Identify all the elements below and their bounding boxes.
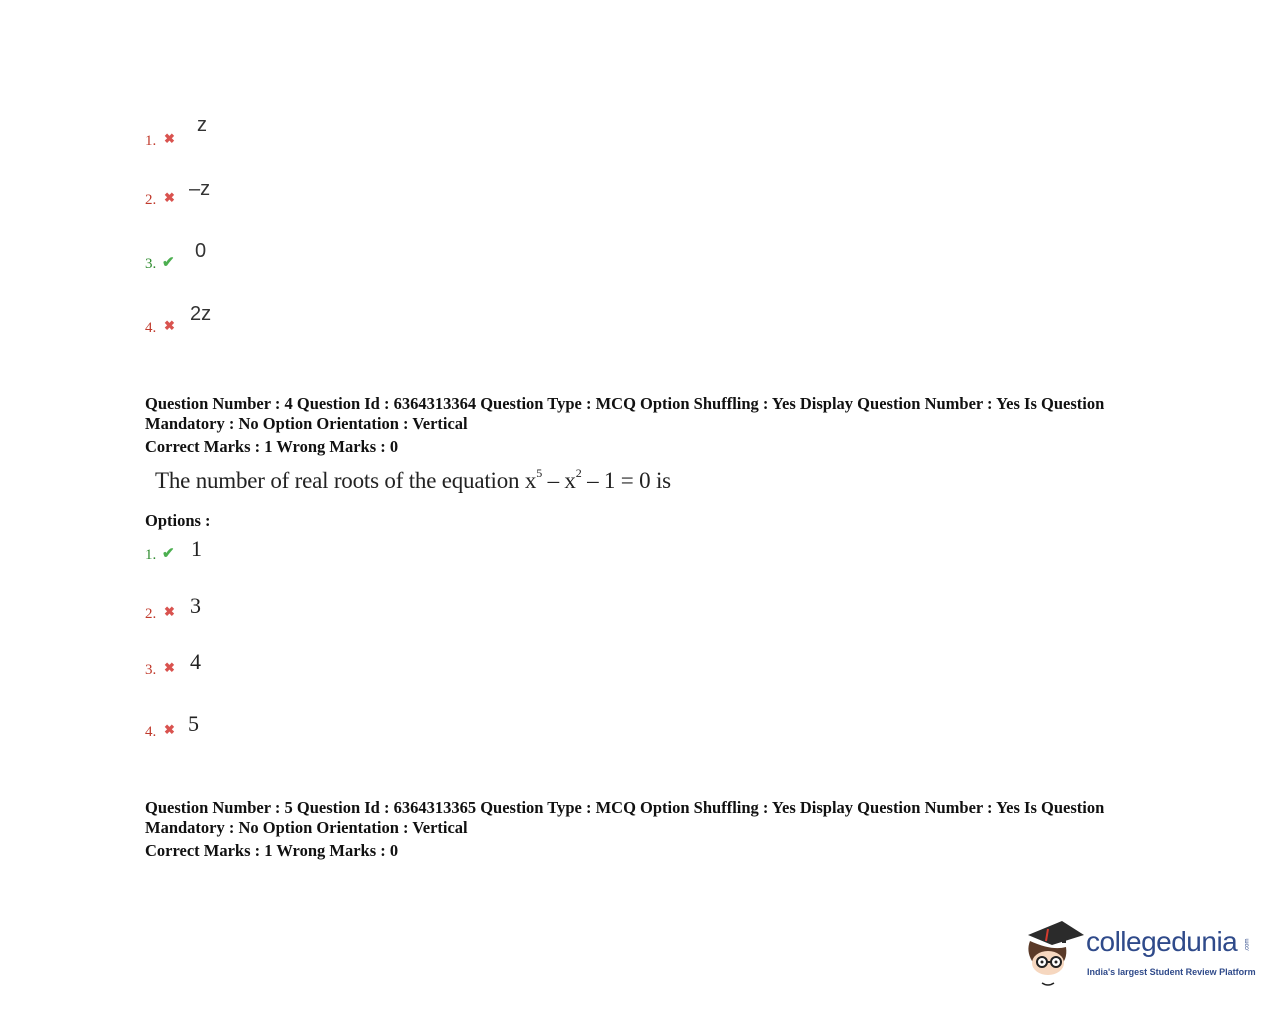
option-value: 4 (190, 649, 201, 674)
stem-text: The number of real roots of the equation x (155, 468, 537, 493)
check-icon: ✔ (162, 546, 175, 562)
option-number: 4. (145, 724, 157, 740)
option-number: 4. (145, 320, 157, 336)
exponent: 5 (536, 466, 543, 480)
option-value: 3 (190, 593, 201, 618)
option-number: 2. (145, 606, 157, 622)
exponent: 2 (575, 466, 582, 480)
brand-name: collegedunia (1086, 926, 1238, 957)
marks-line: Correct Marks : 1 Wrong Marks : 0 (145, 841, 399, 860)
options-label: Options : (145, 511, 211, 530)
cross-icon: ✖ (164, 131, 175, 146)
option-number: 2. (145, 192, 157, 208)
meta-line: Mandatory : No Option Orientation : Vertical (145, 818, 468, 837)
option-number: 1. (145, 547, 157, 563)
option-number: 1. (145, 133, 157, 149)
option-value: 0 (195, 240, 207, 262)
cross-icon: ✖ (164, 722, 175, 737)
brand-tagline: India's largest Student Review Platform (1087, 967, 1256, 977)
stem-text: – 1 = 0 is (581, 468, 671, 493)
option-value: –z (189, 178, 211, 200)
option-number: 3. (145, 662, 157, 678)
mascot-icon (1022, 917, 1086, 989)
option-number: 3. (145, 256, 157, 272)
brand-domain: .com (1244, 938, 1251, 952)
marks-line: Correct Marks : 1 Wrong Marks : 0 (145, 437, 399, 456)
stem-text: – x (542, 468, 576, 493)
option-value: 1 (191, 536, 202, 561)
meta-line: Mandatory : No Option Orientation : Vertical (145, 414, 468, 433)
cross-icon: ✖ (164, 604, 175, 619)
question-stem (155, 466, 671, 494)
cross-icon: ✖ (164, 318, 175, 333)
cross-icon: ✖ (164, 660, 175, 675)
meta-line: Question Number : 4 Question Id : 6364313364 Question Type : MCQ Option Shuffling : Yes Display Question Number : Yes Is Question (145, 394, 1105, 413)
check-icon: ✔ (162, 255, 175, 271)
meta-line: Question Number : 5 Question Id : 6364313365 Question Type : MCQ Option Shuffling : Yes Display Question Number : Yes Is Question (145, 798, 1105, 817)
option-value: z (197, 114, 207, 136)
option-value: 2z (190, 303, 212, 325)
question-meta (145, 394, 1185, 434)
question-meta (145, 798, 1185, 838)
option-value: 5 (188, 711, 199, 736)
cross-icon: ✖ (164, 190, 175, 205)
